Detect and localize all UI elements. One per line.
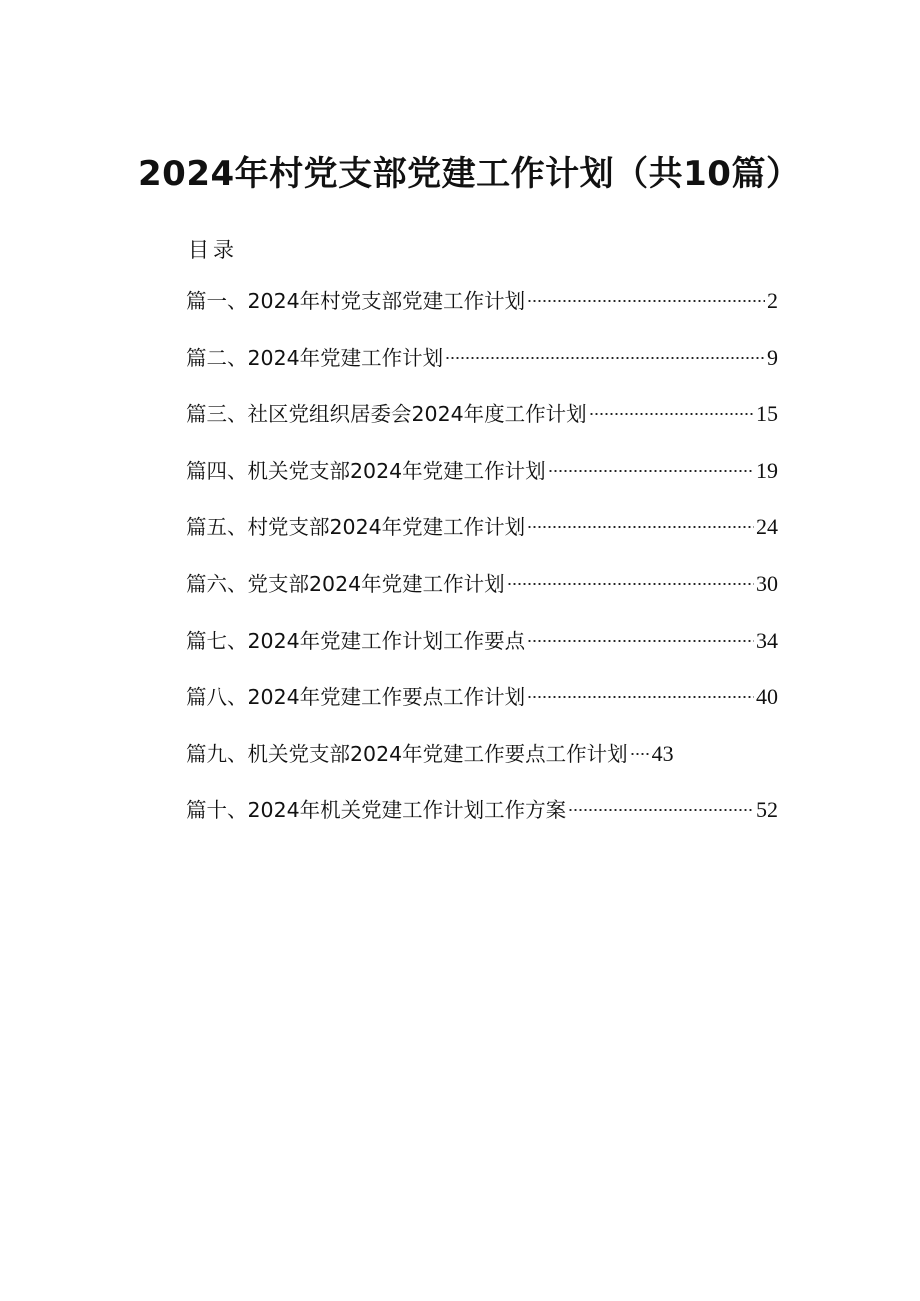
dot-leader xyxy=(568,808,754,812)
toc-entry-page: 19 xyxy=(756,457,778,483)
toc-entry-page: 24 xyxy=(756,514,778,540)
toc-entry-10[interactable] xyxy=(186,789,778,846)
toc-entry-page: 34 xyxy=(756,627,778,653)
toc-entry-1[interactable] xyxy=(186,280,778,337)
toc-entry-7[interactable] xyxy=(186,620,778,677)
dot-leader xyxy=(630,752,650,756)
toc-entry-label: 篇五、村党支部2024年党建工作计划 xyxy=(186,515,526,540)
toc-entry-label: 篇九、机关党支部2024年党建工作要点工作计划 xyxy=(186,741,628,766)
toc-entry-label: 篇八、2024年党建工作要点工作计划 xyxy=(186,685,526,710)
dot-leader xyxy=(527,525,754,529)
dot-leader xyxy=(527,299,765,303)
table-of-contents xyxy=(186,280,778,846)
dot-leader xyxy=(589,412,754,416)
toc-entry-3[interactable] xyxy=(186,393,778,450)
toc-entry-2[interactable] xyxy=(186,337,778,394)
toc-entry-label: 篇十、2024年机关党建工作计划工作方案 xyxy=(186,798,567,823)
toc-entry-label: 篇二、2024年党建工作计划 xyxy=(186,345,444,370)
toc-entry-label: 篇一、2024年村党支部党建工作计划 xyxy=(186,289,526,313)
document-title: 2024年村党支部党建工作计划（共10篇） xyxy=(138,154,801,194)
toc-entry-5[interactable] xyxy=(186,506,778,563)
toc-entry-label: 篇四、机关党支部2024年党建工作计划 xyxy=(186,458,546,483)
toc-entry-label: 篇七、2024年党建工作计划工作要点 xyxy=(186,628,526,653)
toc-entry-label: 篇六、党支部2024年党建工作计划 xyxy=(186,571,505,596)
dot-leader xyxy=(445,356,765,360)
toc-entry-page: 43 xyxy=(651,740,674,766)
toc-heading: 目录 xyxy=(188,238,238,262)
toc-entry-page: 52 xyxy=(756,797,778,823)
toc-entry-page: 15 xyxy=(756,401,778,427)
toc-entry-4[interactable] xyxy=(186,450,778,507)
toc-entry-label: 篇三、社区党组织居委会2024年度工作计划 xyxy=(186,402,587,427)
toc-entry-page: 30 xyxy=(756,570,778,596)
dot-leader xyxy=(548,469,754,473)
toc-entry-9[interactable] xyxy=(186,733,778,790)
toc-entry-6[interactable] xyxy=(186,563,778,620)
toc-entry-page: 40 xyxy=(756,684,778,710)
dot-leader xyxy=(527,695,754,699)
toc-entry-8[interactable] xyxy=(186,676,778,733)
toc-entry-page: 2 xyxy=(767,288,778,313)
dot-leader xyxy=(527,639,754,643)
toc-entry-page: 9 xyxy=(767,344,778,370)
dot-leader xyxy=(507,582,754,586)
